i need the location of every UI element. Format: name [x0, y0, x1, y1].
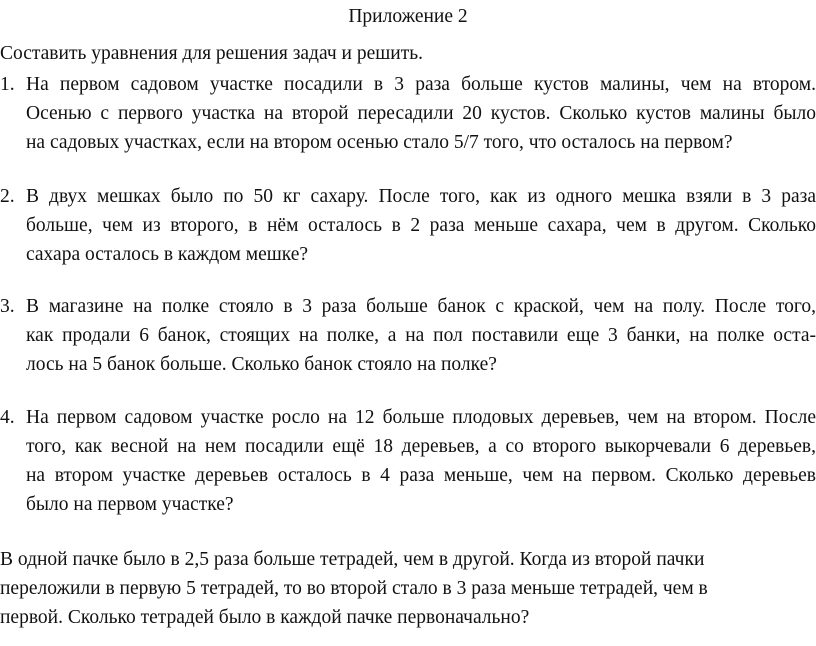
task-line: лось на 5 банок больше. Сколько банок стояло на полке?	[26, 354, 497, 375]
task-line: на садовых участках, если на втором осенью стало 5/7 того, что осталось на первом?	[26, 132, 733, 153]
task-line: сахара осталось в каждом мешке?	[26, 244, 309, 265]
final-task-line: первой. Сколько тетрадей было в каждой пачке первоначально?	[0, 607, 530, 628]
task-number: 4.	[0, 407, 15, 428]
task-line: В двух мешках было по 50 кг сахару. После того, как из одного мешка взяли в 3 раза	[26, 186, 816, 207]
task-line: На первом садовом участке посадили в 3 раза больше кустов малины, чем на втором.	[26, 74, 816, 95]
task-line: как продали 6 банок, стоящих на полке, а на пол поставили еще 3 банки, на полке оста-	[26, 325, 816, 346]
task-number: 3.	[0, 296, 15, 317]
final-task-line: В одной пачке было в 2,5 раза больше тетрадей, чем в другой. Когда из второй пачки	[0, 549, 705, 570]
page-heading: Приложение 2	[348, 6, 468, 27]
task-line: На первом садовом участке росло на 12 больше плодовых деревьев, чем на втором. После	[26, 407, 816, 428]
final-task-line: переложили в первую 5 тетрадей, то во второй стало в 3 раза меньше тетрадей, чем в	[0, 578, 708, 599]
task-line: В магазине на полке стояло в 3 раза больше банок с краской, чем на полу. После того,	[26, 296, 816, 317]
task-number: 1.	[0, 74, 15, 95]
task-number: 2.	[0, 186, 15, 207]
task-line: на втором участке деревьев осталось в 4 раза меньше, чем на первом. Сколько деревьев	[26, 465, 816, 486]
task-line: Осенью с первого участка на второй пересадили 20 кустов. Сколько кустов малины было	[26, 103, 816, 124]
task-line: больше, чем из второго, в нём осталось в 2 раза меньше сахара, чем в другом. Сколько	[26, 215, 816, 236]
task-line: было на первом участке?	[26, 494, 234, 515]
task-line: того, как весной на нем посадили ещё 18 деревьев, а со второго выкорчевали 6 деревьев,	[26, 436, 816, 457]
instructions-text: Составить уравнения для решения задач и решить.	[0, 43, 423, 64]
